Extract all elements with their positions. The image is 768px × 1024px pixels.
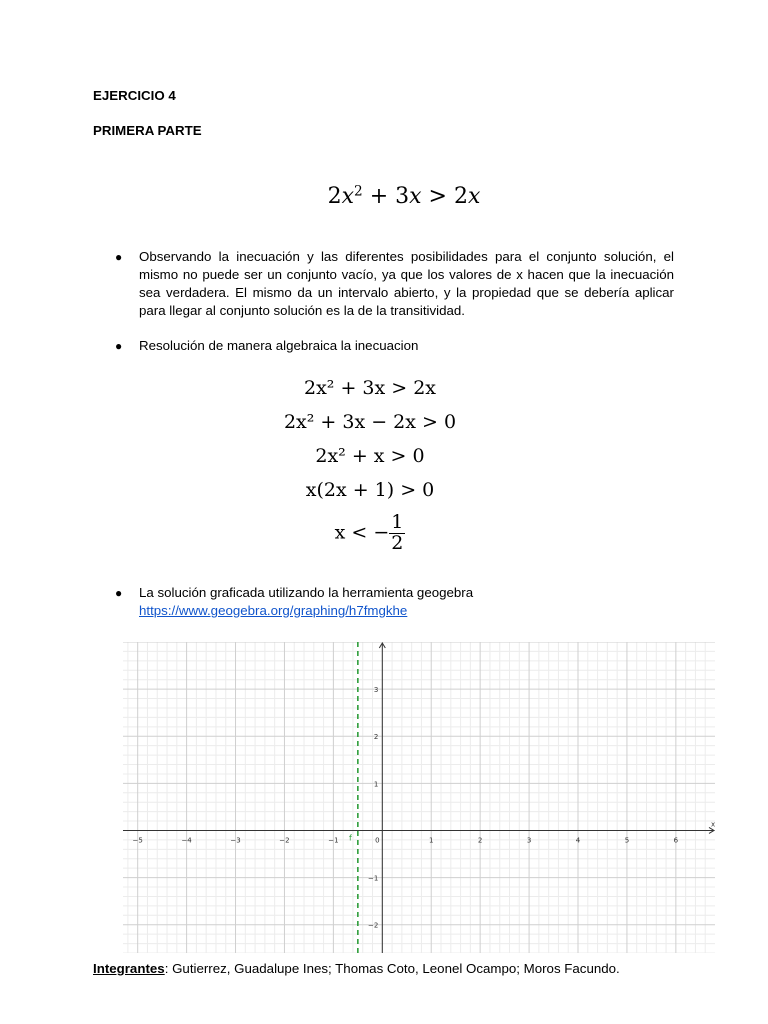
step-4: x(2x + 1) > 0 [305,479,435,501]
y-tick-label: 2 [373,733,379,742]
x-axis-letter: x [711,820,715,829]
y-tick-label: −1 [367,874,379,883]
main-inequality: $2x^2 + 3x > 2x$ [327,183,481,209]
step-3: 2x² + x > 0 [315,445,425,467]
bullet-marker: ● [115,250,123,264]
y-tick-label: 1 [373,780,379,789]
x-tick-label: 1 [428,836,434,845]
bullet-marker: ● [115,586,123,600]
bullet-text-observation: Observando la inecuación y las diferentes posibilidades para el conjunto solución, el mismo no puede ser un conjunto vacío, ya que los valores de x hacen que la inecuación sea verdadera. El mismo da un intervalo abierto, y la propiedad que se debería aplicar para llegar al conjunto solución es la de la transitividad. [139,249,674,318]
y-tick-label: 3 [373,686,379,695]
y-tick-label: −2 [367,921,379,930]
x-tick-label: 0 [375,836,380,845]
members-label: Integrantes [93,961,165,976]
bullet-text-geogebra: La solución graficada utilizando la herramienta geogebra [139,585,474,600]
x-tick-label: −4 [181,836,192,845]
exercise-title: EJERCICIO 4 [93,88,176,103]
members-line [93,961,620,976]
x-tick-label: −3 [230,836,241,845]
part-title: PRIMERA PARTE [93,123,202,138]
step-1: 2x² + 3x > 2x [303,377,437,399]
series-label-f: f [349,833,352,843]
geogebra-graph [123,642,715,953]
bullet-marker: ● [115,339,123,353]
x-tick-label: −1 [328,836,339,845]
x-tick-label: −5 [132,836,143,845]
bullet-text-algebra: Resolución de manera algebraica la inecuacion [139,338,419,353]
members-names: : Gutierrez, Guadalupe Ines; Thomas Coto, Leonel Ocampo; Moros Facundo. [164,961,620,976]
x-tick-label: 6 [673,836,679,845]
geogebra-link[interactable]: https://www.geogebra.org/graphing/h7fmgkhe [139,603,408,618]
x-tick-label: 5 [624,836,630,845]
step-2: 2x² + 3x − 2x > 0 [283,411,457,433]
x-tick-label: 2 [477,836,483,845]
step-final: x < − $\frac{1}{2}$ [334,511,404,554]
x-tick-label: −2 [279,836,290,845]
x-tick-label: 3 [526,836,532,845]
x-tick-label: 4 [575,836,581,845]
